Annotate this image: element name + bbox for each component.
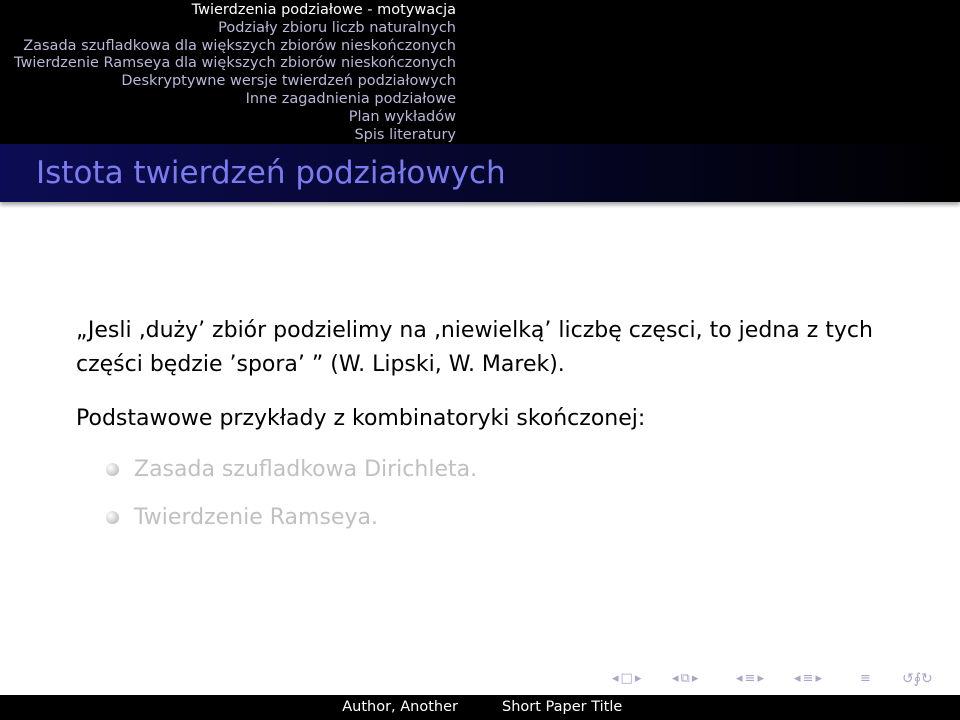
frame-navigation	[612, 668, 641, 690]
subsection-icon[interactable]: ⧉	[680, 671, 690, 686]
arrow-right-icon[interactable]: ▸	[815, 671, 822, 686]
search-nav-symbols	[902, 668, 933, 690]
document-icon[interactable]: ≡	[860, 671, 871, 686]
arrow-left-icon[interactable]: ◂	[794, 671, 801, 686]
subsection-nav-symbols	[672, 668, 698, 690]
search-icon[interactable]: ↺∮↻	[902, 671, 933, 687]
intro-text: Podstawowe przykłady z kombinatoryki skończonej:	[76, 406, 646, 431]
nav-section-deskryptywne[interactable]: Deskryptywne wersje twierdzeń podziałowych	[121, 73, 456, 90]
frame-content	[76, 314, 916, 542]
footer-author: Author, Another	[0, 695, 480, 720]
footer-short-title: Short Paper Title	[480, 695, 960, 720]
nav-section-zasada-szufladkowa[interactable]: Zasada szufladkowa dla większych zbiorów nieskończonych	[23, 37, 456, 54]
arrow-left-icon[interactable]: ◂	[612, 671, 619, 686]
nav-section-plan[interactable]: Plan wykładów	[348, 108, 456, 125]
frame-title: Istota twierdzeń podziałowych	[36, 155, 506, 191]
footer-bar	[0, 695, 960, 720]
nav-section-literatura[interactable]: Spis literatury	[354, 126, 456, 143]
list-item	[76, 446, 916, 494]
nav-section-inne[interactable]: Inne zagadnienia podziałowe	[245, 90, 456, 107]
quote-text: „Jesli ‚duży’ zbiór podzielimy na ‚niewielką’ liczbę częsci, to jedna z tych części będzie ’spora’ ” (W. Lipski, W. Marek).	[76, 318, 873, 377]
section-navigation	[0, 0, 480, 144]
subsection-navigation	[480, 0, 960, 144]
arrow-right-icon[interactable]: ▸	[691, 671, 699, 686]
section-nav-symbols	[736, 668, 764, 690]
example-list	[76, 446, 916, 542]
frame-icon[interactable]: □	[620, 671, 633, 686]
top-navigation-bar	[0, 0, 960, 144]
part-nav-symbols	[794, 668, 822, 690]
arrow-left-icon[interactable]: ◂	[736, 671, 743, 686]
ball-bullet-icon	[106, 511, 119, 524]
nav-section-motywacja[interactable]: Twierdzenia podziałowe - motywacja	[191, 2, 456, 18]
list-item-text: Zasada szufladkowa Dirichleta.	[134, 457, 478, 482]
frame-title-bar	[0, 144, 960, 202]
nav-section-podzialy[interactable]: Podziały zbioru liczb naturalnych	[218, 19, 456, 36]
nav-section-ramsey[interactable]: Twierdzenie Ramseya dla większych zbiorów nieskończonych	[14, 55, 456, 72]
document-nav-symbols	[860, 668, 871, 690]
list-item	[76, 494, 916, 542]
list-item-text: Twierdzenie Ramseya.	[134, 505, 378, 530]
section-icon[interactable]: ≡	[744, 671, 756, 686]
ball-bullet-icon	[106, 463, 119, 476]
arrow-left-icon[interactable]: ◂	[672, 671, 679, 686]
part-icon[interactable]: ≡	[802, 671, 814, 686]
arrow-right-icon[interactable]: ▸	[757, 671, 764, 686]
arrow-right-icon[interactable]: ▸	[634, 671, 642, 686]
